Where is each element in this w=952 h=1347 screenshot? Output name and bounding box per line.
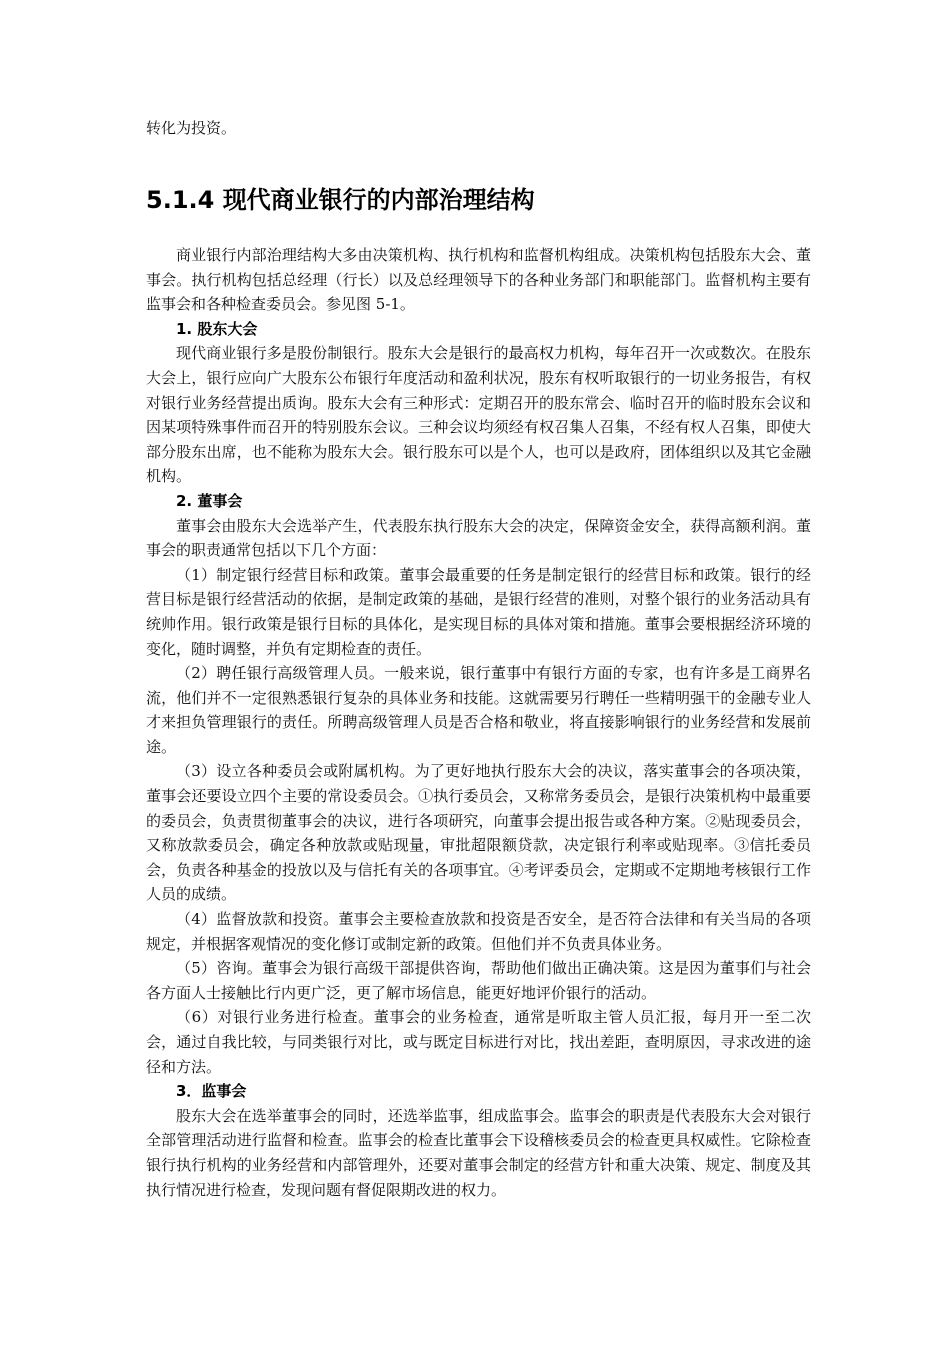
heading-shareholders-meeting: 1. 股东大会	[176, 319, 258, 338]
section-intro-paragraph: 商业银行内部治理结构大多由决策机构、执行机构和监督机构组成。决策机构包括股东大会、董事会。执行机构包括总经理（行长）以及总经理领导下的各种业务部门和职能部门。监督机构主要有监事会和各种检查委员会。参见图 5-1。	[146, 246, 811, 314]
board-duty-item: （3）设立各种委员会或附属机构。为了更好地执行股东大会的决议，落实董事会的各项决策，董事会还要设立四个主要的常设委员会。①执行委员会，又称常务委员会，是银行决策机构中最重要的委员会，负责贯彻董事会的决议，进行各项研究，向董事会提出报告或各种方案。②贴现委员会，又称放款委员会，确定各种放款或贴现量，审批超限额贷款，决定银行利率或贴现率。③信托委员会，负责各种基金的投放以及与信托有关的各项事宜。④考评委员会，定期或不定期地考核银行工作人员的成绩。	[146, 762, 811, 904]
board-of-supervisors-paragraph: 股东大会在选举董事会的同时，还选举监事，组成监事会。监事会的职责是代表股东大会对银行全部管理活动进行监督和检查。监事会的检查比董事会下设稽核委员会的检查更具权威性。它除检查银行执行机构的业务经营和内部管理外，还要对董事会制定的经营方针和重大决策、规定、制度及其执行情况进行检查，发现问题有督促限期改进的权力。	[146, 1106, 811, 1199]
continuation-line: 转化为投资。	[146, 119, 237, 137]
board-duty-item: （4）监督放款和投资。董事会主要检查放款和投资是否安全，是否符合法律和有关当局的各项规定，并根据客观情况的变化修订或制定新的政策。但他们并不负责具体业务。	[146, 910, 811, 953]
board-duty-item: （1）制定银行经营目标和政策。董事会最重要的任务是制定银行的经营目标和政策。银行的经营目标是银行经营活动的依据，是制定政策的基础，是银行经营的准则，对整个银行的业务活动具有统帅作用。银行政策是银行目标的具体化，是实现目标的具体对策和措施。董事会要根据经济环境的变化，随时调整，并负有定期检查的责任。	[146, 565, 811, 658]
board-duty-item: （5）咨询。董事会为银行高级干部提供咨询，帮助他们做出正确决策。这是因为董事们与社会各方面人士接触比行内更广泛，更了解市场信息，能更好地评价银行的活动。	[146, 959, 811, 1002]
section-title: 5.1.4 现代商业银行的内部治理结构	[146, 186, 535, 214]
board-duty-item: （6）对银行业务进行检查。董事会的业务检查，通常是听取主管人员汇报，每月开一至二次会，通过自我比较，与同类银行对比，或与既定目标进行对比，找出差距，查明原因，寻求改进的途径和方法。	[146, 1008, 811, 1076]
board-of-directors-paragraph: 董事会由股东大会选举产生，代表股东执行股东大会的决定，保障资金安全，获得高额利润。董事会的职责通常包括以下几个方面：	[146, 516, 811, 560]
heading-board-of-directors: 2. 董事会	[176, 491, 243, 510]
document-page	[146, 116, 811, 1202]
shareholders-meeting-paragraph: 现代商业银行多是股份制银行。股东大会是银行的最高权力机构，每年召开一次或数次。在股东大会上，银行应向广大股东公布银行年度活动和盈利状况，股东有权听取银行的一切业务报告，有权对银行业务经营提出质询。股东大会有三种形式：定期召开的股东常会、临时召开的临时股东会议和因某项特殊事件而召开的特别股东会议。三种会议均须经有权召集人召集，不经有权人召集，即使大部分股东出席，也不能称为股东大会。银行股东可以是个人，也可以是政府，团体组织以及其它金融机构。	[146, 344, 811, 486]
board-duty-item: （2）聘任银行高级管理人员。一般来说，银行董事中有银行方面的专家，也有许多是工商界名流，他们并不一定很熟悉银行复杂的具体业务和技能。这就需要另行聘任一些精明强干的金融专业人才来担负管理银行的责任。所聘高级管理人员是否合格和敬业，将直接影响银行的业务经营和发展前途。	[146, 664, 811, 756]
heading-board-of-supervisors: 3．监事会	[176, 1082, 247, 1101]
